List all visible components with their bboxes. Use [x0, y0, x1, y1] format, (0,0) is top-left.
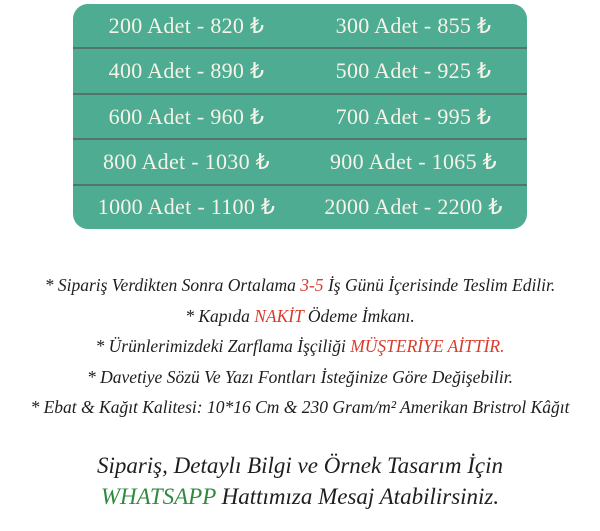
- note-delivery-time: [0, 270, 600, 301]
- notes-section: [0, 270, 600, 423]
- price-cell: 1000 Adet - 1100 ₺: [97, 194, 276, 220]
- note-text: * Sipariş Verdikten Sonra Ortalama: [44, 275, 301, 295]
- price-row: [73, 4, 527, 47]
- footer-line-1: Sipariş, Detaylı Bilgi ve Örnek Tasarım İçin: [96, 453, 504, 478]
- price-cell: 700 Adet - 995 ₺: [335, 103, 492, 129]
- footer-cta: [0, 450, 600, 512]
- note-cash-payment: [0, 301, 600, 332]
- whatsapp-label: WHATSAPP: [100, 484, 216, 509]
- price-row: [73, 184, 527, 229]
- price-cell: 200 Adet - 820 ₺: [108, 12, 265, 38]
- note-highlight: 3-5: [300, 275, 324, 295]
- price-row: [73, 138, 527, 183]
- note-text: İş Günü İçerisinde Teslim Edilir.: [323, 275, 556, 295]
- price-row: [73, 47, 527, 92]
- note-text: Ödeme İmkanı.: [303, 305, 415, 326]
- note-text: * Kapıda: [185, 305, 255, 326]
- note-customizable-text: [0, 362, 600, 393]
- note-highlight: MÜŞTERİYE AİTTİR.: [350, 336, 505, 356]
- price-cell: 800 Adet - 1030 ₺: [103, 148, 270, 174]
- price-cell: 900 Adet - 1065 ₺: [330, 148, 497, 174]
- price-cell: 500 Adet - 925 ₺: [335, 58, 492, 84]
- footer-line-2: [0, 481, 600, 512]
- note-highlight: NAKİT: [254, 305, 304, 326]
- note-text: * Ebat & Kağıt Kalitesi: 10*16 Cm & 230 Gram/m² Amerikan Bristrol Kâğıt: [30, 397, 570, 417]
- price-cell: 300 Adet - 855 ₺: [335, 12, 492, 38]
- price-cell: 600 Adet - 960 ₺: [108, 103, 265, 129]
- footer-line-2-text: Hattımıza Mesaj Atabilirsiniz.: [215, 484, 500, 509]
- note-text: * Ürünlerimizdeki Zarflama İşçiliği: [95, 336, 351, 356]
- note-paper-quality: [0, 392, 600, 423]
- price-row: [73, 93, 527, 138]
- price-cell: 400 Adet - 890 ₺: [108, 58, 265, 84]
- price-cell: 2000 Adet - 2200 ₺: [324, 194, 503, 220]
- note-text: * Davetiye Sözü Ve Yazı Fontları İsteğinize Göre Değişebilir.: [87, 366, 513, 387]
- price-table: [73, 4, 527, 229]
- note-envelope-labor: [0, 331, 600, 362]
